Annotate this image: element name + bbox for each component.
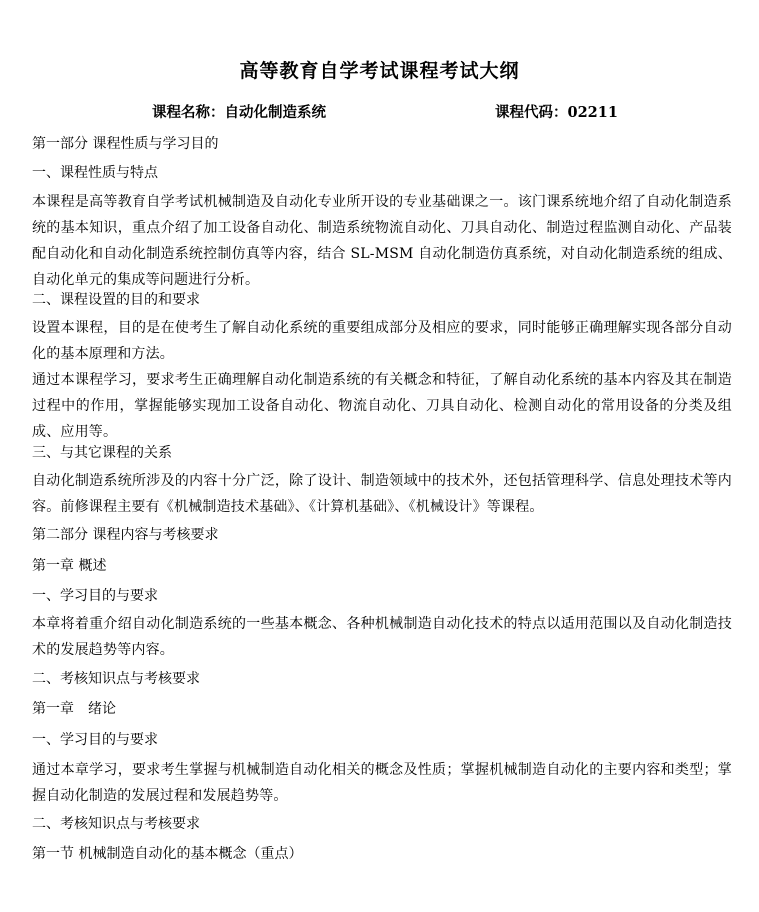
chapter-heading: 第一章 概述 [32,558,107,574]
part-heading: 第一部分 课程性质与学习目的 [32,136,219,152]
paragraph: 本章将着重介绍自动化制造系统的一些基本概念、各种机械制造自动化技术的特点以适用范围以及自动化制造技术的发展趋势等内容。 [32,616,732,658]
paragraph: 设置本课程，目的是在使考生了解自动化系统的重要组成部分及相应的要求，同时能够正确理解实现各部分自动化的基本原理和方法。 [32,320,732,362]
paragraph: 本课程是高等教育自学考试机械制造及自动化专业所开设的专业基础课之一。该门课系统地介绍了自动化制造系统的基本知识，重点介绍了加工设备自动化、制造系统物流自动化、刀具自动化、制造过程监测自动化、产品装配自动化和自动化制造系统控制仿真等内容，结合 SL-MSM 自动化制造仿真系统，对自动化制造系统的组成、自动化单元的集成等问题进行分析。 [32,194,732,288]
section-heading: 一、学习目的与要求 [32,732,158,748]
section-heading: 一、学习目的与要求 [32,588,158,604]
document-title: 高等教育自学考试课程考试大纲 [239,60,520,82]
course-code: 课程代码：02211 [495,104,618,121]
section-heading: 二、考核知识点与考核要求 [32,671,200,687]
paragraph: 通过本课程学习，要求考生正确理解自动化制造系统的有关概念和特征，了解自动化系统的基本内容及其在制造过程中的作用，掌握能够实现加工设备自动化、物流自动化、刀具自动化、检测自动化的常用设备的分类及组成、应用等。 [32,372,732,440]
chapter-heading: 第一章 绪论 [32,701,116,717]
section-heading: 三、与其它课程的关系 [32,445,172,461]
section-heading: 二、考核知识点与考核要求 [32,816,200,832]
section-heading: 一、课程性质与特点 [32,165,158,181]
subsection-heading: 第一节 机械制造自动化的基本概念（重点） [32,846,303,862]
paragraph: 通过本章学习，要求考生掌握与机械制造自动化相关的概念及性质；掌握机械制造自动化的主要内容和类型；掌握自动化制造的发展过程和发展趋势等。 [32,762,732,804]
course-name: 课程名称：自动化制造系统 [152,104,326,121]
part-heading: 第二部分 课程内容与考核要求 [32,527,219,543]
section-heading: 二、课程设置的目的和要求 [32,292,200,308]
paragraph: 自动化制造系统所涉及的内容十分广泛，除了设计、制造领域中的技术外，还包括管理科学、信息处理技术等内容。前修课程主要有《机械制造技术基础》、《计算机基础》、《机械设计》等课程。 [32,473,732,515]
